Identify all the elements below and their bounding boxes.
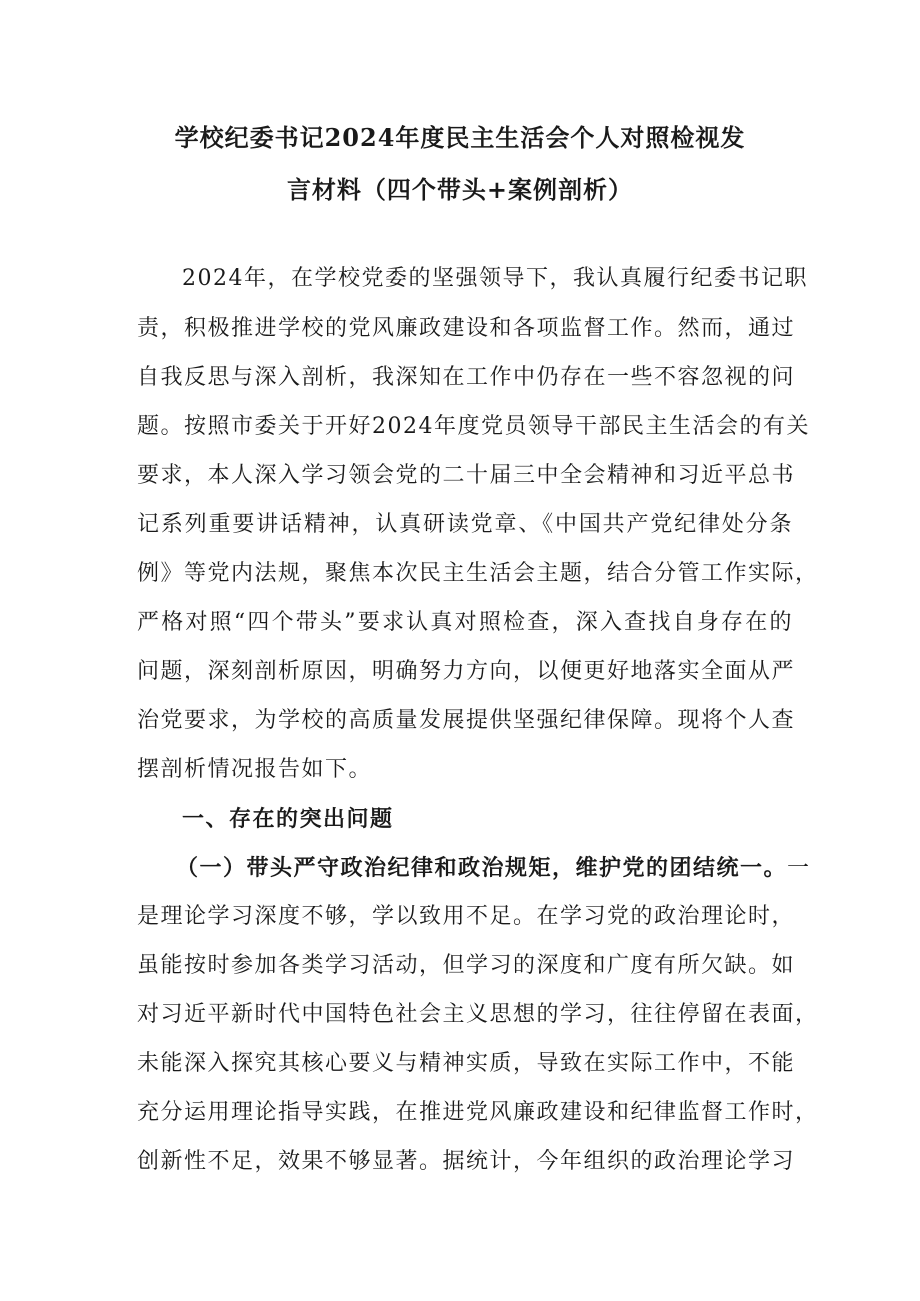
section-heading: 一、存在的突出问题: [182, 806, 394, 832]
body-line: 创新性不足，效果不够显著。据统计，今年组织的政治理论学习: [137, 1149, 796, 1174]
intro-line: 2024年，在学校党委的坚强领导下，我认真履行纪委书记职: [182, 266, 808, 291]
body-line: 未能深入探究其核心要义与精神实质，导致在实际工作中，不能: [137, 1051, 796, 1076]
subsection-tail: 一: [787, 856, 811, 881]
intro-line: 要求，本人深入学习领会党的二十届三中全会精神和习近平总书: [137, 463, 796, 488]
document-title-line-2: 言材料（四个带头+案例剖析）: [286, 175, 634, 204]
document-title-line-1: 学校纪委书记2024年度民主生活会个人对照检视发: [174, 123, 746, 152]
subsection-heading-line: [176, 853, 811, 884]
body-line: 充分运用理论指导实践，在推进党风廉政建设和纪律监督工作时，: [137, 1100, 819, 1125]
body-line: 是理论学习深度不够，学以致用不足。在学习党的政治理论时，: [137, 904, 796, 929]
intro-line: 自我反思与深入剖析，我深知在工作中仍存在一些不容忽视的问: [137, 365, 796, 390]
intro-line: 摆剖析情况报告如下。: [137, 757, 373, 782]
intro-line: 题。按照市委关于开好2024年度党员领导干部民主生活会的有关: [137, 414, 810, 439]
intro-line: 例》等党内法规，聚焦本次民主生活会主题，结合分管工作实际，: [137, 561, 819, 586]
subsection-heading: （一）带头严守政治纪律和政治规矩，维护党的团结统一。: [176, 855, 788, 881]
intro-line: 问题，深刻剖析原因，明确努力方向，以便更好地落实全面从严: [137, 659, 796, 684]
intro-line: 记系列重要讲话精神，认真研读党章、《中国共产党纪律处分条: [137, 512, 793, 537]
body-line: 对习近平新时代中国特色社会主义思想的学习，往往停留在表面，: [137, 1002, 819, 1027]
intro-line: 治党要求，为学校的高质量发展提供坚强纪律保障。现将个人查: [137, 708, 796, 733]
intro-line: 严格对照“四个带头”要求认真对照检查，深入查找自身存在的: [137, 610, 793, 635]
intro-line: 责，积极推进学校的党风廉政建设和各项监督工作。然而，通过: [137, 316, 796, 341]
body-line: 虽能按时参加各类学习活动，但学习的深度和广度有所欠缺。如: [137, 953, 796, 978]
